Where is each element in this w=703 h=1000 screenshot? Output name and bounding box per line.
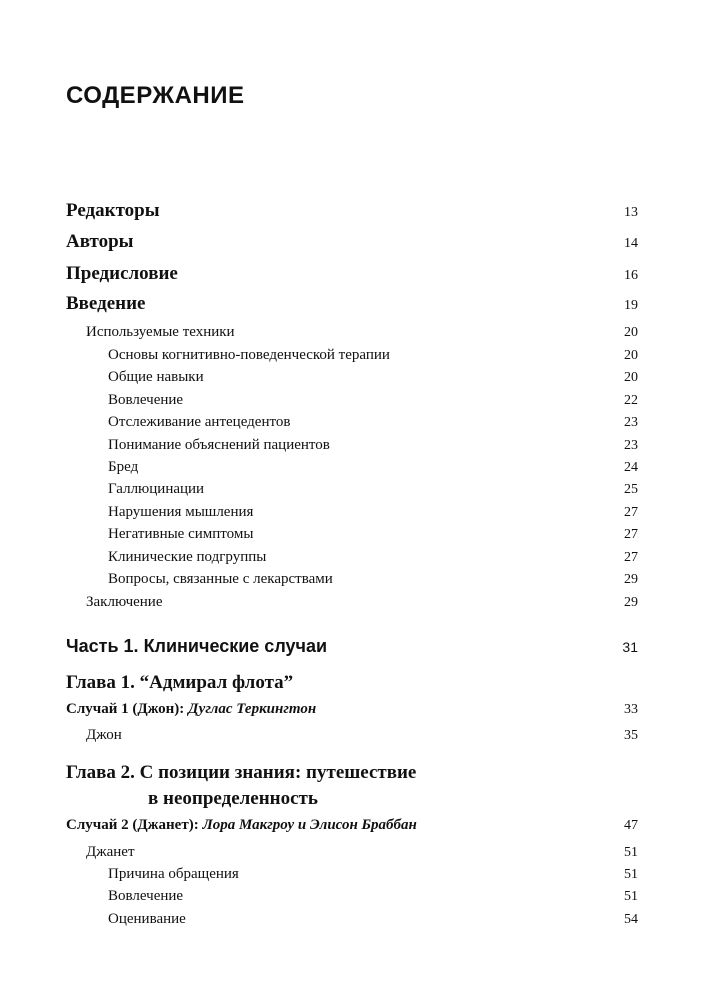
toc-entry-title: Бред: [108, 459, 139, 475]
toc-entry-title: Авторы: [66, 231, 134, 252]
toc-entry-introduction[interactable]: [66, 293, 638, 315]
toc-entry-authors[interactable]: [66, 231, 638, 253]
toc-entry-techniques[interactable]: [66, 324, 638, 341]
toc-entry-title: Вопросы, связанные с лекарствами: [108, 571, 333, 587]
toc-entry-antecedents[interactable]: [66, 414, 638, 431]
case-label: Случай 2 (Джанет):: [66, 817, 203, 833]
toc-entry-hallucinations[interactable]: [66, 481, 638, 498]
toc-entry-page: 51: [624, 889, 638, 904]
toc-entry-page: 20: [624, 370, 638, 385]
toc-entry-title: Отслеживание антецедентов: [108, 414, 291, 430]
toc-entry-medication[interactable]: [66, 571, 638, 588]
toc-entry-page: 29: [624, 595, 638, 610]
toc-entry-general-skills[interactable]: [66, 369, 638, 386]
toc-entry-engagement[interactable]: [66, 392, 638, 409]
toc-entry-conclusion[interactable]: [66, 594, 638, 611]
toc-entry-page: 27: [624, 527, 638, 542]
toc-entry-referral-reason[interactable]: [66, 866, 638, 883]
toc-entry-page: 22: [624, 393, 638, 408]
toc-entry-thought-disorders[interactable]: [66, 504, 638, 521]
toc-entry-page: 16: [624, 268, 638, 283]
toc-entry-title: Используемые техники: [86, 324, 235, 340]
toc-entry-negative-symptoms[interactable]: [66, 526, 638, 543]
toc-entry-page: 31: [622, 639, 638, 655]
toc-entry-title: Галлюцинации: [108, 481, 205, 497]
toc-entry-page: 33: [624, 702, 638, 717]
toc-entry-page: 47: [624, 818, 638, 833]
toc-entry-chapter-2[interactable]: [66, 760, 638, 812]
toc-entry-page: 13: [624, 205, 638, 220]
toc-entry-page: 27: [624, 550, 638, 565]
toc-entry-page: 27: [624, 505, 638, 520]
toc-entry-john[interactable]: [66, 727, 638, 744]
toc-entry-title: [66, 701, 316, 718]
toc-entry-title: Заключение: [86, 594, 163, 610]
chapter-line-1: Глава 2. С позиции знания: путешествие: [66, 762, 417, 783]
toc-entry-title: Введение: [66, 293, 146, 314]
toc-entry-page: 24: [624, 460, 638, 475]
toc-entry-title: Оценивание: [108, 911, 186, 927]
case-label: Случай 1 (Джон):: [66, 701, 189, 717]
toc-entry-title: Вовлечение: [108, 888, 184, 904]
toc-entry-title: Джон: [86, 727, 122, 743]
toc-entry-title: [66, 760, 416, 812]
toc-entry-page: 35: [624, 728, 638, 743]
toc-entry-title: Вовлечение: [108, 392, 184, 408]
toc-entry-title: Негативные симптомы: [108, 526, 254, 542]
toc-entry-case-1[interactable]: [66, 701, 638, 718]
toc-entry-case-2[interactable]: [66, 817, 638, 834]
toc-entry-page: 19: [624, 298, 638, 313]
toc-entry-title: Общие навыки: [108, 369, 204, 385]
toc-entry-title: Клинические подгруппы: [108, 549, 267, 565]
toc-entry-page: 23: [624, 415, 638, 430]
page-title: СОДЕРЖАНИЕ: [66, 82, 245, 109]
toc-entry-page: 20: [624, 348, 638, 363]
toc-entry-editors[interactable]: [66, 200, 638, 222]
toc-entry-clinical-subgroups[interactable]: [66, 549, 638, 566]
chapter-line-2: в неопределенность: [148, 788, 318, 809]
toc-entry-title: [66, 817, 417, 834]
toc-entry-page: 23: [624, 438, 638, 453]
toc-entry-janet[interactable]: [66, 844, 638, 861]
toc-entry-part-1[interactable]: [66, 636, 638, 657]
toc-entry-title: Редакторы: [66, 200, 160, 221]
toc-entry-title: Глава 1. “Адмирал флота”: [66, 672, 294, 693]
toc-entry-cbt-basics[interactable]: [66, 347, 638, 364]
toc-entry-page: 14: [624, 236, 638, 251]
toc-entry-foreword[interactable]: [66, 263, 638, 285]
toc-entry-title: Часть 1. Клинические случаи: [66, 636, 328, 656]
toc-entry-delusions[interactable]: [66, 459, 638, 476]
case-author: Лора Макгроу и Элисон Браббан: [202, 817, 417, 833]
toc-entry-page: 25: [624, 482, 638, 497]
toc-entry-assessment[interactable]: [66, 911, 638, 928]
toc-entry-page: 51: [624, 845, 638, 860]
case-author: Дуглас Теркингтон: [188, 701, 317, 717]
toc-entry-page: 51: [624, 867, 638, 882]
toc-entry-page: 29: [624, 572, 638, 587]
toc-entry-page: 20: [624, 325, 638, 340]
toc-entry-title: Основы когнитивно-поведенческой терапии: [108, 347, 390, 363]
toc-entry-title: Причина обращения: [108, 866, 239, 882]
toc-entry-explanations[interactable]: [66, 437, 638, 454]
toc-entry-title: Джанет: [86, 844, 135, 860]
toc-entry-title: Понимание объяснений пациентов: [108, 437, 330, 453]
toc-entry-engagement-2[interactable]: [66, 888, 638, 905]
toc-entry-title: Предисловие: [66, 263, 178, 284]
toc-entry-page: 54: [624, 912, 638, 927]
toc-entry-title: Нарушения мышления: [108, 504, 254, 520]
toc-entry-chapter-1[interactable]: [66, 670, 638, 696]
